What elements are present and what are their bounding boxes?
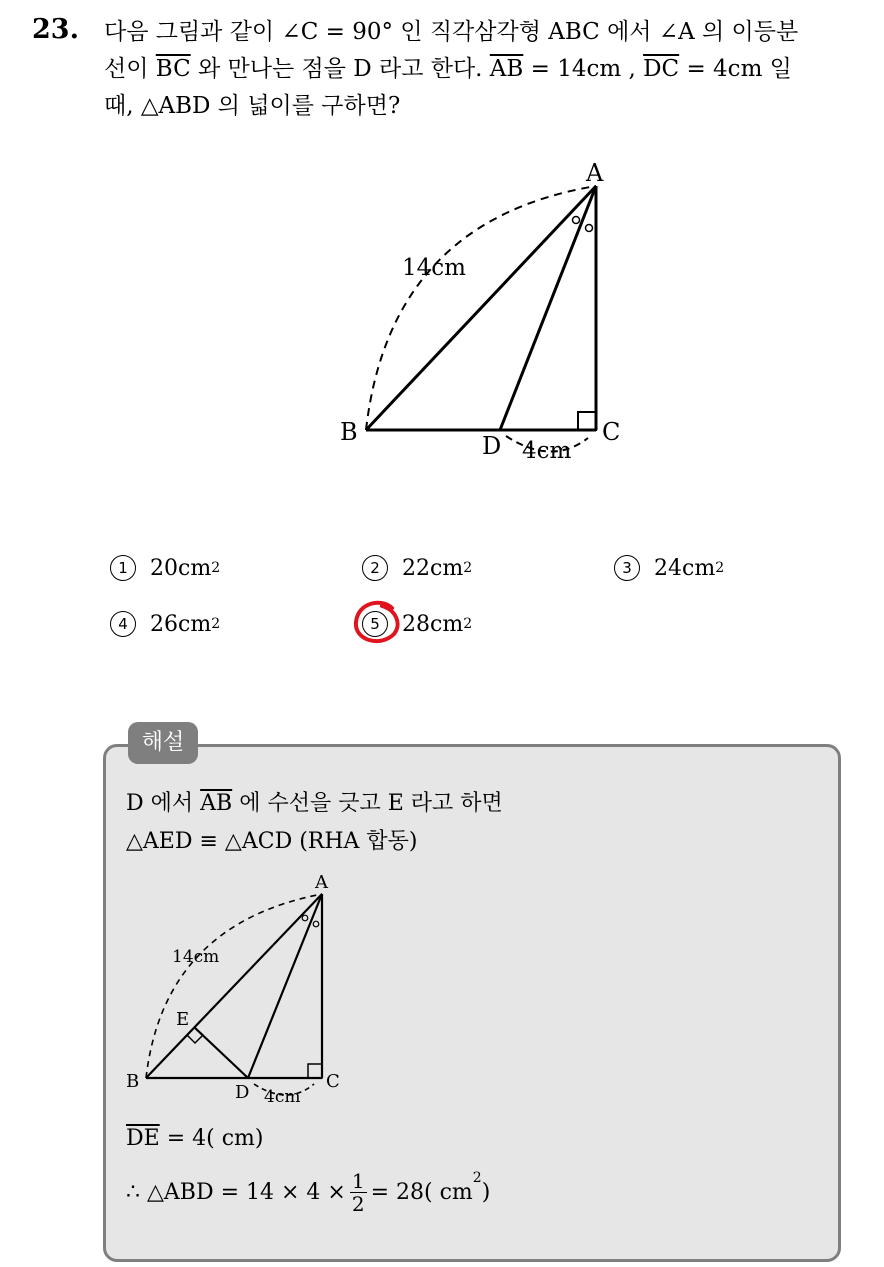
question-text [104, 14, 864, 125]
question-line-1: 다음 그림과 같이 ∠C = 90° 인 직각삼각형 ABC 에서 ∠A 의 이등분 [104, 19, 799, 45]
label-d: D [482, 432, 502, 460]
segment-ab: $\overline{AB}$ [489, 56, 524, 82]
angle-mark-2 [313, 921, 319, 927]
solution-figure [118, 866, 358, 1112]
solution-line-1: D 에서 $\overline{AB}$ 에 수선을 긋고 E 라고 하면 [126, 791, 503, 816]
side-ab [366, 186, 596, 430]
choice-number: 2 [362, 555, 388, 581]
right-angle-mark-c [308, 1064, 322, 1078]
solution-line-4: ∴ △ABD = 14 × 4 × $\frac{1}{2}$ = 28( cm $^2$ ) [126, 1169, 491, 1216]
label-4cm: 4cm [264, 1087, 301, 1107]
label-b: B [340, 418, 358, 446]
label-14cm: 14cm [172, 947, 220, 967]
label-a: A [315, 872, 328, 893]
choice-number: 4 [110, 611, 136, 637]
angle-mark-1 [302, 915, 308, 921]
choice-3[interactable]: 3 24cm 2 [614, 555, 724, 581]
angle-mark-2 [586, 225, 593, 232]
bisector-ad [500, 186, 596, 430]
fraction-one-half: $\frac{1}{2}$ [351, 1169, 365, 1216]
label-c: C [326, 1071, 340, 1092]
choice-number: 1 [110, 555, 136, 581]
side-ab [146, 894, 322, 1078]
label-14cm: 14cm [402, 255, 466, 281]
question-line-2: 선이 $\overline{BC}$ 와 만나는 점을 D 라고 한다. $\overline{AB} = 14cm$ , $\overline{DC} = 4cm$ 일 [104, 56, 792, 82]
segment-dc: $\overline{DC}$ [643, 56, 680, 82]
label-b: B [126, 1071, 140, 1092]
choice-5[interactable]: 5 28cm 2 [362, 611, 472, 637]
answer-circle-mark [352, 598, 402, 648]
solution-line-3: $\overline{DE} = 4$( cm) [126, 1126, 264, 1151]
choice-number: 5 [362, 611, 388, 637]
label-4cm: 4cm [522, 438, 572, 464]
choice-2[interactable]: 2 22cm 2 [362, 555, 472, 581]
bisector-ad [248, 894, 322, 1078]
choice-1[interactable]: 1 20cm 2 [110, 555, 220, 581]
right-angle-mark [578, 412, 596, 430]
label-c: C [602, 418, 621, 446]
solution-line-2: △AED ≡ △ACD (RHA 합동) [126, 829, 418, 854]
label-a: A [586, 159, 604, 187]
question-number: 23. [32, 14, 79, 45]
label-d: D [235, 1082, 250, 1103]
label-e: E [176, 1009, 190, 1030]
choice-4[interactable]: 4 26cm 2 [110, 611, 220, 637]
segment-de: $\overline{DE}$ [126, 1126, 160, 1151]
solution-tag: 해설 [128, 722, 198, 764]
segment-bc: $\overline{BC}$ [155, 56, 191, 82]
segment-ab: $\overline{AB}$ [200, 791, 233, 816]
question-line-3: 때, △ABD 의 넓이를 구하면? [104, 93, 401, 119]
triangle-figure [330, 150, 640, 470]
angle-mark-1 [573, 217, 580, 224]
choice-number: 3 [614, 555, 640, 581]
